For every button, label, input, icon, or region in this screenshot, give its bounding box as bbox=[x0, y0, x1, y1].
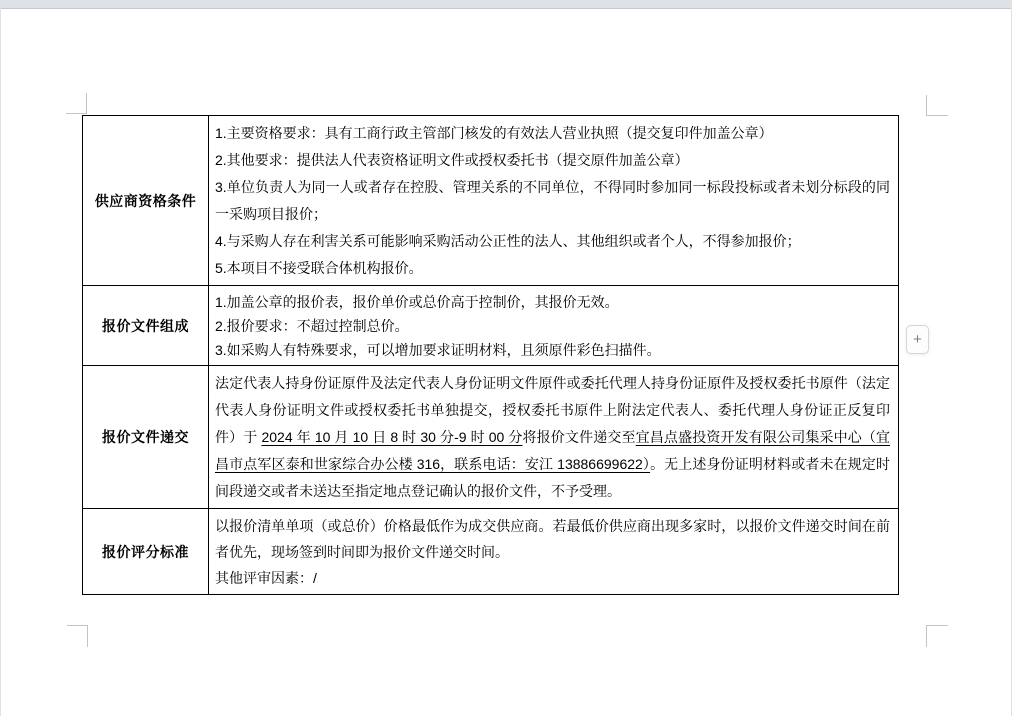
margin-mark-top-left bbox=[66, 93, 87, 114]
text-segment: 1.主要资格要求：具有工商行政主管部门核发的有效法人营业执照（提交复印件加盖公章） bbox=[215, 125, 773, 141]
row-label-cell: 报价文件递交 bbox=[83, 366, 209, 508]
table-rows bbox=[83, 116, 898, 594]
row-content-cell bbox=[209, 509, 898, 594]
margin-mark-top-right bbox=[926, 95, 948, 116]
underlined-text-segment: 2024 年 10 月 10 日 8 时 30 分-9 时 00 分 bbox=[261, 429, 523, 445]
document-page bbox=[1, 8, 1011, 716]
text-segment: 5.本项目不接受联合体机构报价。 bbox=[215, 260, 423, 276]
row-label-cell: 报价文件组成 bbox=[83, 286, 209, 365]
text-segment: 2.其他要求：提供法人代表资格证明文件或授权委托书（提交原件加盖公章） bbox=[215, 152, 689, 168]
text-segment: 1.加盖公章的报价表，报价单价或总价高于控制价，其报价无效。 bbox=[215, 294, 619, 310]
paragraph bbox=[215, 228, 890, 255]
paragraph bbox=[215, 290, 890, 314]
paragraph bbox=[215, 314, 890, 338]
row-label-cell: 报价评分标准 bbox=[83, 509, 209, 594]
plus-icon: + bbox=[913, 331, 922, 348]
text-segment: 其他评审因素：/ bbox=[215, 570, 317, 586]
table-row bbox=[83, 116, 898, 285]
procurement-table bbox=[82, 115, 899, 595]
row-content-cell bbox=[209, 286, 898, 365]
paragraph bbox=[215, 370, 890, 505]
text-segment: 以报价清单单项（或总价）价格最低作为成交供应商。若最低价供应商出现多家时，以报价文件递交时间在前者优先，现场签到时间即为报价文件递交时间。 bbox=[215, 518, 890, 560]
table-row bbox=[83, 365, 898, 508]
text-segment: 法定代表人持身份证原件及法定代表人身份证明文件原件或委托代理人持身份证原件及授权委托书原件（法定代表人身份证明文件或授权委托书单独提交，授权委托书原件上附法定代表人、委托代理人身份证正反复印件）于 bbox=[215, 375, 890, 445]
text-segment: 4.与采购人存在利害关系可能影响采购活动公正性的法人、其他组织或者个人，不得参加报价； bbox=[215, 233, 801, 249]
insert-plus-button[interactable] bbox=[906, 325, 929, 354]
paragraph bbox=[215, 147, 890, 174]
paragraph bbox=[215, 338, 890, 362]
paragraph bbox=[215, 565, 890, 591]
text-segment: 将报价文件递交至 bbox=[522, 429, 636, 445]
table-row bbox=[83, 285, 898, 365]
paragraph bbox=[215, 513, 890, 565]
row-label-cell: 供应商资格条件 bbox=[83, 116, 209, 285]
paragraph bbox=[215, 255, 890, 282]
margin-mark-bottom-right bbox=[926, 625, 948, 647]
text-segment: 2.报价要求：不超过控制总价。 bbox=[215, 318, 409, 334]
paragraph bbox=[215, 174, 890, 228]
paragraph bbox=[215, 120, 890, 147]
table-row bbox=[83, 508, 898, 594]
text-segment: 。无上述身份证明材料或者未在规定时间段递交或者未送达至指定地点登记确认的报价文件，不予受理。 bbox=[215, 456, 890, 499]
text-segment: 3.如采购人有特殊要求，可以增加要求证明材料，且须原件彩色扫描件。 bbox=[215, 342, 661, 358]
row-content-cell bbox=[209, 116, 898, 285]
row-content-cell bbox=[209, 366, 898, 508]
text-segment: 3.单位负责人为同一人或者存在控股、管理关系的不同单位，不得同时参加同一标段投标或者未划分标段的同一采购项目报价； bbox=[215, 179, 890, 222]
underlined-text-segment: 宜昌点盛投资开发有限公司集采中心（宜昌市点军区泰和世家综合办公楼 316，联系电话：安江 13886699622） bbox=[215, 429, 891, 472]
margin-mark-bottom-left bbox=[67, 625, 88, 647]
